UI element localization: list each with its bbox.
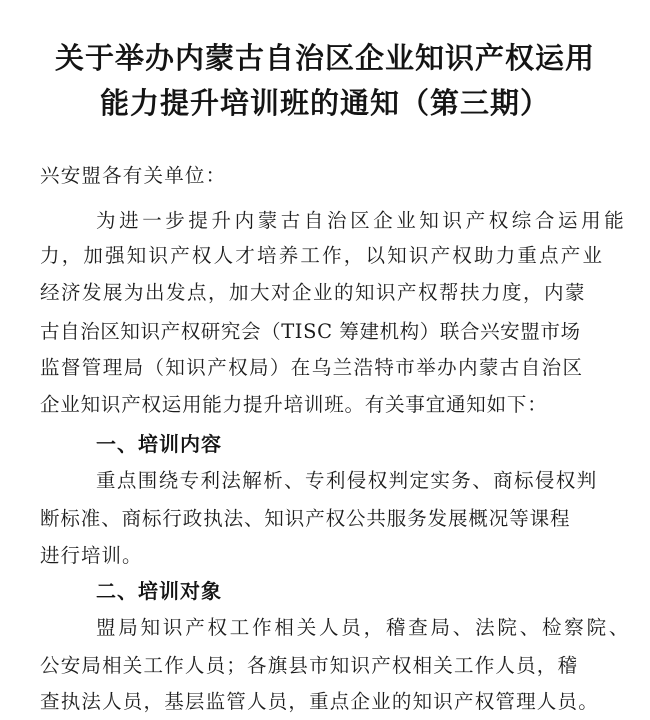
salutation: 兴安盟各有关单位： [40, 164, 227, 187]
section-heading-training-audience: 二、培训对象 [96, 579, 222, 603]
section-heading-training-content: 一、培训内容 [96, 432, 222, 456]
intro-line: 为进一步提升内蒙古自治区企业知识产权综合运用能 [96, 209, 628, 232]
intro-line: 力，加强知识产权人才培养工作，以知识产权助力重点产业 [40, 244, 605, 267]
section2-line: 公安局相关工作人员；各旗县市知识产权相关工作人员，稽 [40, 654, 579, 677]
intro-line: 监督管理局（知识产权局）在乌兰浩特市举办内蒙古自治区 [40, 356, 584, 379]
section2-line: 盟局知识产权工作相关人员，稽查局、法院、检察院、 [96, 616, 632, 639]
section2-line: 查执法人员，基层监管人员，重点企业的知识产权管理人员。 [40, 690, 599, 713]
section1-line: 重点围绕专利法解析、专利侵权判定实务、商标侵权判 [96, 469, 598, 492]
document-title-line-1: 关于举办内蒙古自治区企业知识产权运用 [54, 41, 595, 75]
intro-line: 经济发展为出发点，加大对企业的知识产权帮扶力度，内蒙 [40, 281, 587, 304]
section1-line: 断标准、商标行政执法、知识产权公共服务发展概况等课程 [40, 507, 571, 530]
intro-line: 企业知识产权运用能力提升培训班。有关事宜通知如下： [40, 393, 548, 416]
intro-line: 古自治区知识产权研究会（TISC 筹建机构）联合兴安盟市场 [40, 320, 581, 343]
document-title-line-2: 能力提升培训班的通知（第三期） [99, 86, 550, 120]
section1-line: 进行培训。 [40, 544, 143, 567]
